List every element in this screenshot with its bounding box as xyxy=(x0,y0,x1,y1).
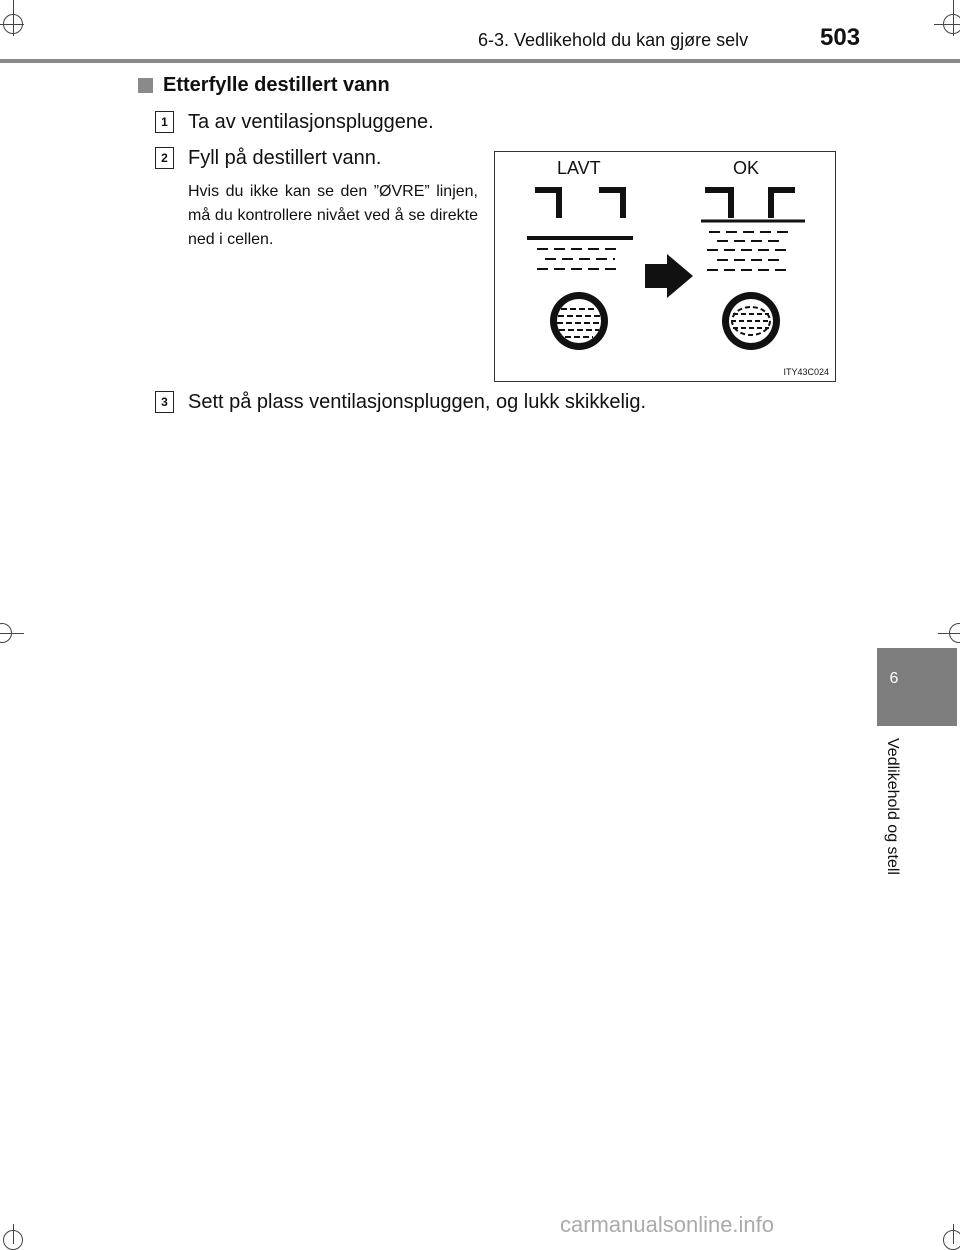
battery-level-illustration xyxy=(495,152,835,381)
ok-liquid-dashes xyxy=(707,232,791,270)
battery-fill-figure xyxy=(494,151,836,382)
step-text-1: Ta av ventilasjonspluggene. xyxy=(188,111,434,133)
step-text-3: Sett på plass ventilasjonspluggen, og lukk skikkelig. xyxy=(188,391,647,413)
section-heading-text: Etterfylle destillert vann xyxy=(163,74,390,96)
label-ok: OK xyxy=(733,158,760,178)
header-title: 6-3. Vedlikehold du kan gjøre selv xyxy=(478,30,749,50)
page-number: 503 xyxy=(820,24,861,51)
step-number-3: 3 xyxy=(155,391,174,413)
section-heading xyxy=(138,74,390,97)
step-number-2: 2 xyxy=(155,147,174,169)
arrow-right-icon xyxy=(645,254,693,298)
figure-code: ITY43C024 xyxy=(783,367,829,377)
footer-watermark: carmanualsonline.info xyxy=(560,1212,775,1237)
step-text-2: Fyll på destillert vann. xyxy=(188,147,382,169)
ok-cell-top-view xyxy=(722,292,780,350)
step-number-1: 1 xyxy=(155,111,174,133)
low-cell-top-view xyxy=(550,292,608,350)
step-note-2: Hvis du ikke kan se den ”ØVRE” linjen, må du kontrollere nivået ved å se direkte ned i cellen. xyxy=(188,183,478,248)
ok-cell-bracket xyxy=(705,190,795,218)
label-low: LAVT xyxy=(557,158,601,178)
chapter-number: 6 xyxy=(889,670,899,687)
section-bullet-icon xyxy=(138,78,153,93)
low-cell-bracket xyxy=(535,190,623,218)
header-rule xyxy=(0,59,960,63)
chapter-label: Vedlikehold og stell xyxy=(884,738,901,875)
low-liquid-dashes xyxy=(537,249,619,269)
